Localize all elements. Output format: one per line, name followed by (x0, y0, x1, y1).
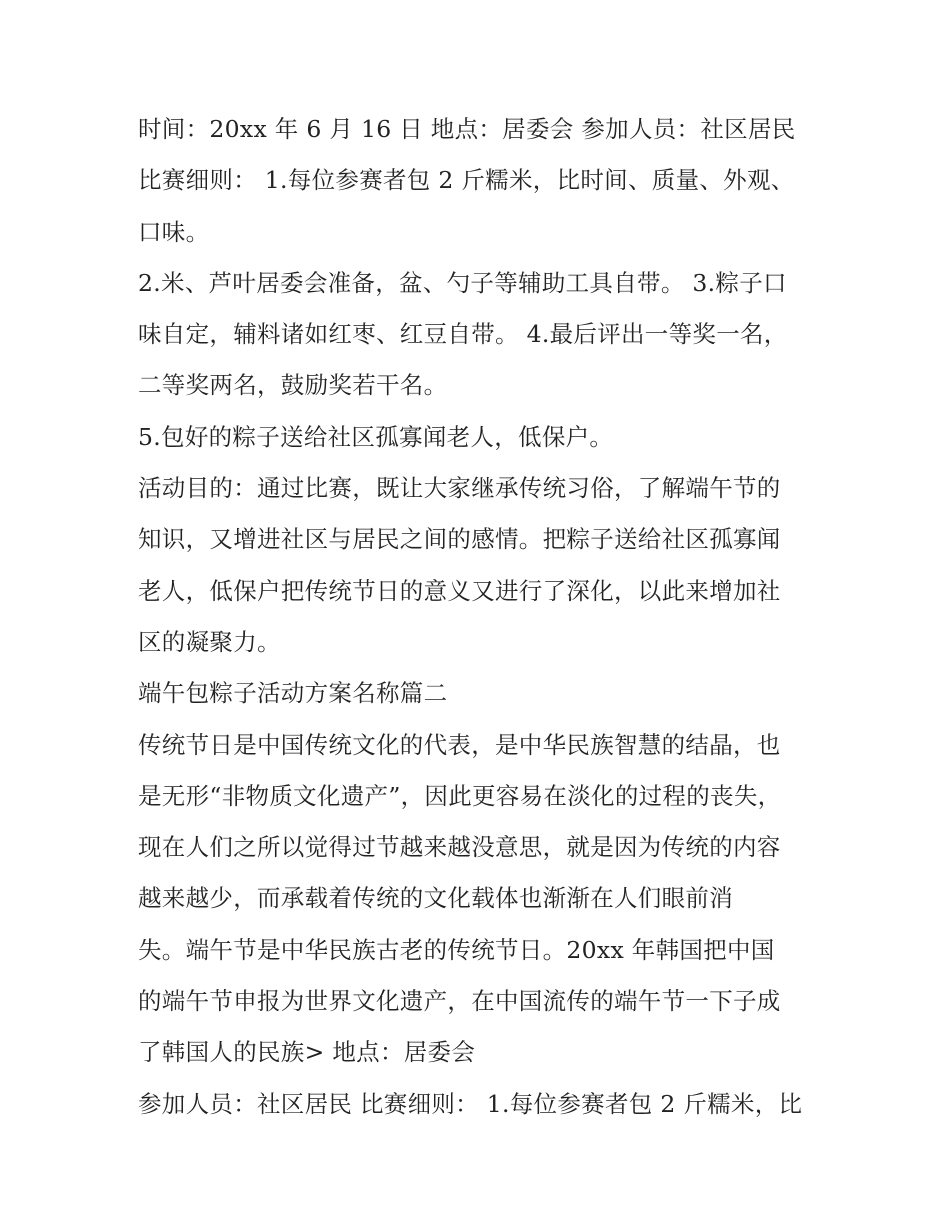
text-line: 是无形“非物质文化遗产”，因此更容易在淡化的过程的丧失， (138, 781, 782, 810)
text-line: 越来越少，而承载着传统的文化载体也渐渐在人们眼前消 (138, 884, 733, 913)
text-line: 味自定，辅料诸如红枣、红豆自带。 4.最后评出一等奖一名， (138, 320, 788, 349)
text-line: 2.米、芦叶居委会准备，盆、勺子等辅助工具自带。 3.粽子口 (138, 268, 787, 297)
text-line: 知识，又增进社区与居民之间的感情。把粽子送给社区孤寡闻 (138, 525, 781, 554)
text-line: 的端午节申报为世界文化遗产，在中国流传的端午节一下子成 (138, 987, 781, 1016)
text-line: 活动目的：通过比赛，既让大家继承传统习俗，了解端午节的 (138, 474, 781, 503)
text-line: 失。端午节是中华民族古老的传统节日。20xx 年韩国把中国 (138, 935, 775, 964)
text-line: 5.包好的粽子送给社区孤寡闻老人，低保户。 (138, 422, 614, 451)
text-line: 传统节日是中国传统文化的代表，是中华民族智慧的结晶，也 (138, 730, 781, 759)
text-line: 现在人们之所以觉得过节越来越没意思，就是因为传统的内容 (138, 833, 781, 862)
section-heading: 端午包粽子活动方案名称篇二 (138, 679, 448, 708)
text-line: 了韩国人的民族> 地点：居委会 (138, 1038, 476, 1067)
document-body (138, 108, 828, 1134)
text-line: 时间：20xx 年 6 月 16 日 地点：居委会 参加人员：社区居民 (138, 115, 796, 143)
text-line: 老人，低保户把传统节日的意义又进行了深化，以此来增加社 (138, 576, 781, 605)
text-line: 二等奖两名，鼓励奖若干名。 (138, 371, 448, 400)
text-line: 口味。 (138, 217, 210, 246)
text-line: 参加人员：社区居民 比赛细则： 1.每位参赛者包 2 斤糯米，比 (138, 1089, 803, 1118)
text-line: 区的凝聚力。 (138, 627, 281, 656)
text-line: 比赛细则： 1.每位参赛者包 2 斤糯米，比时间、质量、外观、 (138, 166, 795, 195)
